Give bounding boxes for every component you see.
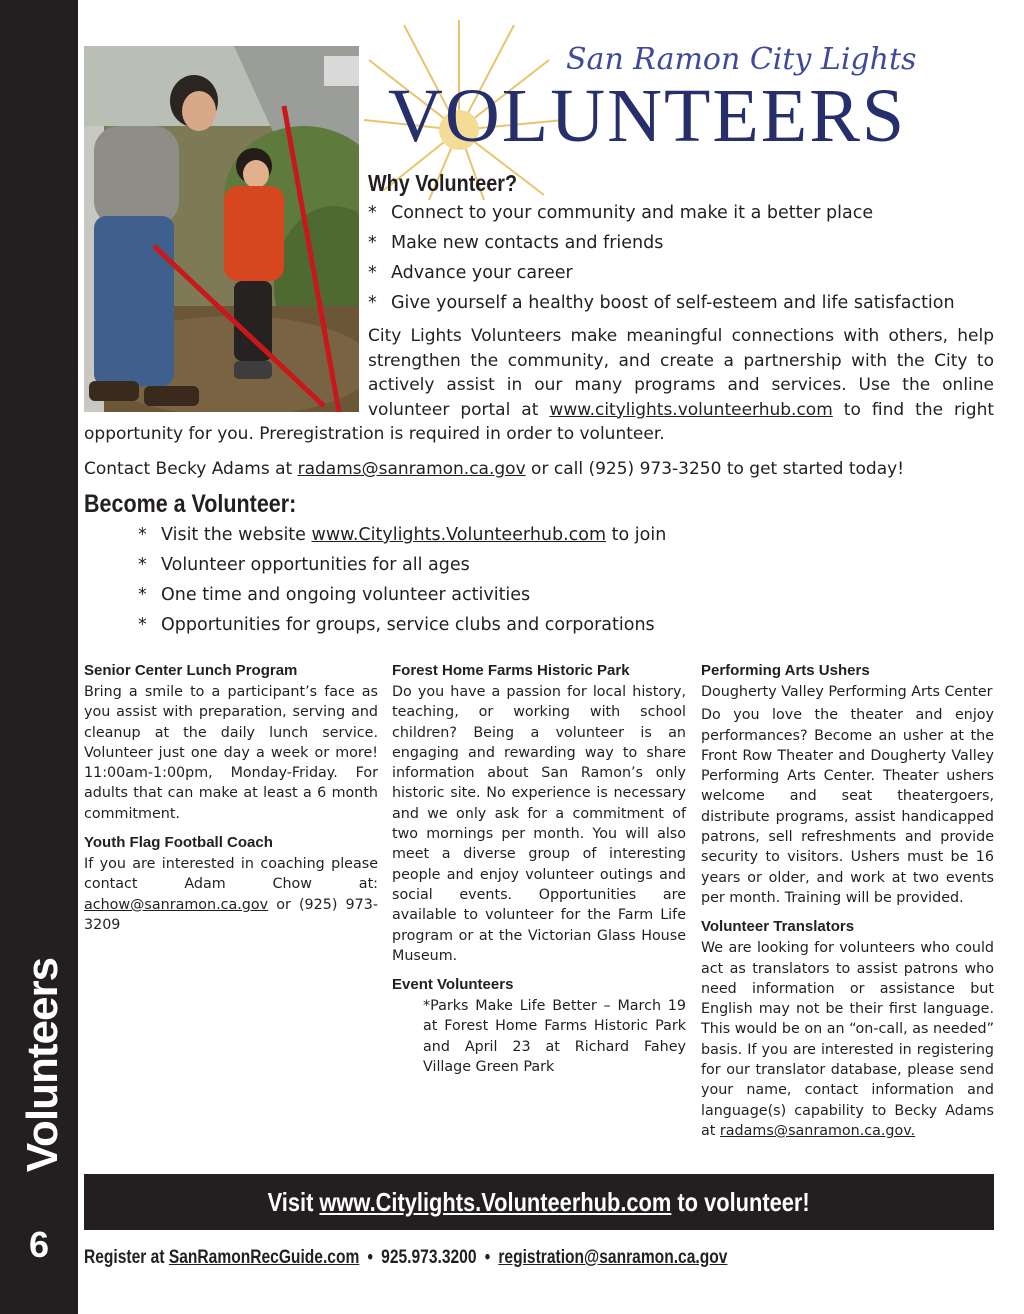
list-item: * Volunteer opportunities for all ages — [138, 555, 470, 575]
translators-email-link[interactable]: radams@sanramon.ca.gov. — [719, 1122, 916, 1139]
registration-email-link[interactable]: registration@sanramon.ca.gov — [498, 1247, 728, 1268]
youth-football-heading: Youth Flag Football Coach — [84, 834, 273, 852]
why-volunteer-list — [368, 198, 955, 318]
youth-football-text: If you are interested in coaching please contact Adam Chow at: achow@sanramon.ca.gov or (925) 973-3209 — [84, 856, 378, 933]
sidebar-title: Volunteers — [18, 957, 67, 1173]
forest-home-text: Do you have a passion for local history, teaching, or working with school children? Being a volunteer is an engaging and rewarding way to share information about San Ramon’s only historic site. No experience is necessary and we only ask for a commitment of two mornings per month. You will also meet a diverse group of interesting people and enjoy volunteer outings and social events. Opportunities are available to volunteer for the Farm Life program or at the Victorian Glass House Museum. — [392, 684, 686, 964]
why-volunteer-heading: Why Volunteer? — [368, 170, 518, 196]
banner-link[interactable]: www.Citylights.Volunteerhub.com — [319, 1187, 672, 1217]
list-item: * Visit the website www.Citylights.Volunteerhub.com to join — [138, 525, 667, 545]
website-link[interactable]: www.Citylights.Volunteerhub.com — [311, 525, 607, 545]
list-item: * Opportunities for groups, service clubs and corporations — [138, 615, 655, 635]
translators-text: We are looking for volunteers who could act as translators to assist patrons who need information or assistance but English may not be their first language. This would be on an “on-call, as needed” basis. If you are interested in registering for our translator database, please send your name, contact information and language(s) capability to Becky Adams at radams@sanramon.ca.gov. — [701, 940, 994, 1139]
contact-email-link[interactable]: radams@sanramon.ca.gov — [297, 459, 526, 479]
achow-email-link[interactable]: achow@sanramon.ca.gov — [84, 896, 269, 913]
logo-subtitle: San Ramon City Lights — [566, 42, 917, 77]
rec-guide-link[interactable]: SanRamonRecGuide.com — [168, 1247, 360, 1268]
column-left — [84, 661, 378, 944]
logo-title: VOLUNTEERS — [388, 74, 907, 158]
intro-paragraph: City Lights Volunteers make meaningful connections with others, help strengthen the community, and create a partnership with the City to actively assist in our many programs and services. Use the online volunteer portal at www.citylights.volunteerhub.com to find the right opportunity for you. Preregistration is required in order to volunteer. — [84, 326, 995, 444]
become-volunteer-heading: Become a Volunteer: — [84, 490, 297, 518]
senior-lunch-text: Bring a smile to a participant’s face as you assist with preparation, serving and cleanup at the daily lunch service. Volunteer just one day a week or more! 11:00am-1:00pm, Monday-Friday. For adults that can make at least a 6 month commitment. — [84, 684, 378, 822]
event-volunteers-text: *Parks Make Life Better – March 19 at Forest Home Farms Historic Park and April 23 at Richard Fahey Village Green Park — [423, 998, 686, 1076]
senior-lunch-heading: Senior Center Lunch Program — [84, 662, 298, 679]
footer: Register at SanRamonRecGuide.com • 925.973.3200 • registration@sanramon.ca.gov — [84, 1247, 728, 1268]
list-item: * One time and ongoing volunteer activities — [138, 585, 531, 605]
list-item: * Connect to your community and make it a better place — [368, 203, 874, 223]
volunteerhub-link[interactable]: www.citylights.volunteerhub.com — [549, 399, 833, 420]
event-volunteers-heading: Event Volunteers — [392, 976, 514, 994]
become-volunteer-list — [138, 520, 666, 640]
list-item: * Advance your career — [368, 263, 573, 283]
forest-home-heading: Forest Home Farms Historic Park — [392, 662, 630, 679]
column-right — [701, 661, 994, 1150]
ushers-heading: Performing Arts Ushers — [701, 662, 870, 679]
volunteer-banner: Visit www.Citylights.Volunteerhub.com to volunteer! — [84, 1174, 994, 1230]
sidebar — [0, 0, 78, 1314]
ushers-text: Do you love the theater and enjoy performances? Become an usher at the Front Row Theater and Dougherty Valley Performing Arts Center. Theater ushers welcome and seat theatergoers, distribute programs, assist handicapped patrons, sell refreshments and provide security to visitors. Ushers must be 16 years or older, and work at two events per month. Training will be provided. — [701, 707, 994, 906]
list-item: * Give yourself a healthy boost of self-esteem and life satisfaction — [368, 293, 955, 313]
footer-phone: 925.973.3200 — [381, 1247, 477, 1268]
translators-heading: Volunteer Translators — [701, 918, 855, 936]
column-middle — [392, 661, 686, 1086]
contact-line: Contact Becky Adams at radams@sanramon.ca.gov or call (925) 973-3250 to get started today! — [84, 459, 905, 479]
list-item: * Make new contacts and friends — [368, 233, 664, 253]
ushers-venue: Dougherty Valley Performing Arts Center — [701, 684, 993, 700]
page-number: 6 — [28, 1224, 50, 1265]
